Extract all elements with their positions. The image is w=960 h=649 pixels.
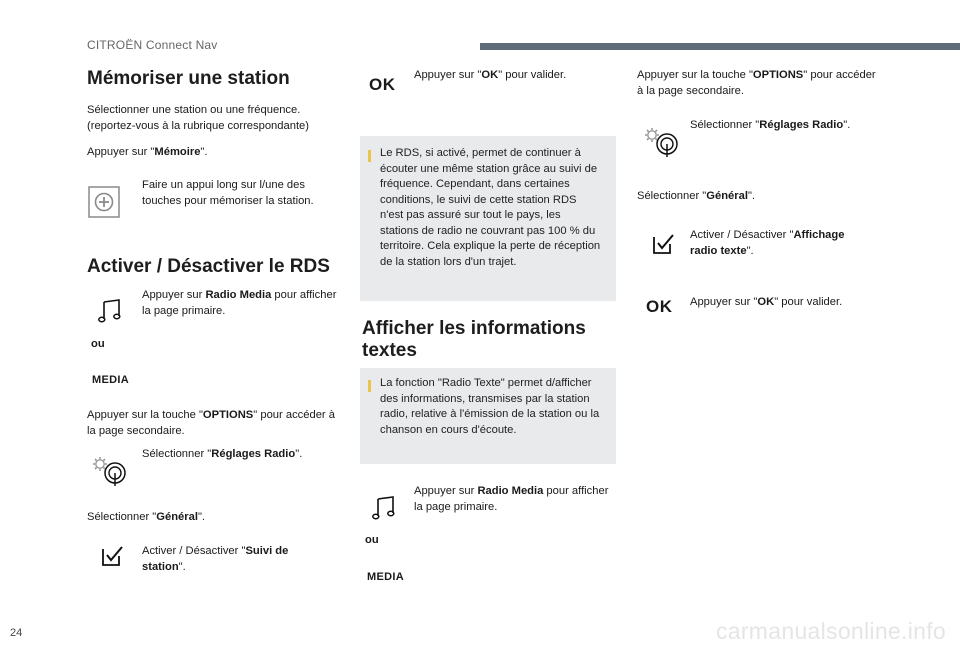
radio-media-text: Appuyer sur Radio Media pour afficher la page primaire. [414,485,609,513]
radio-settings-icon [644,126,678,158]
select-radio-settings-text: Sélectionner "Réglages Radio". [690,119,851,131]
checkbox-icon [651,233,675,255]
add-preset-icon [88,186,120,218]
info-box-rds [360,136,616,301]
press-memoire-text: Appuyer sur "Mémoire". [87,146,208,158]
music-note-icon [372,496,398,520]
music-note-icon [98,299,124,323]
toggle-follow-station-text: Activer / Désactiver "Suivi de station". [142,545,289,573]
press-ok-text: Appuyer sur "OK" pour valider. [414,69,567,81]
ok-button-label: OK [646,297,673,316]
select-general-text: Sélectionner "Général". [87,511,206,523]
info-box-radiotext [360,368,616,464]
options-text: Appuyer sur la touche "OPTIONS" pour accéder à la page secondaire. [637,69,876,97]
press-ok-text: Appuyer sur "OK" pour valider. [690,296,843,308]
header-brand: CITROËN Connect Nav [87,38,218,52]
checkbox-icon [100,545,124,567]
info-marker [368,150,371,162]
intro-text: Sélectionner une station ou une fréquence. (reportez-vous à la rubrique correspondante) [87,104,310,132]
section-title-memoriser: Mémoriser une station [87,68,290,89]
watermark: carmanualsonline.info [715,618,946,644]
info-marker [368,380,371,392]
info-rds-text: Le RDS, si activé, permet de continuer à écouter une même station grâce au suivi de fréquence. Cependant, dans certaines conditions, le suivi de cette station RDS n'est pas assuré sur tout le pays, les stations de radio ne couvrant pas 100 % du territoire. Cela explique la perte de réception de la station lors d'un trajet. [380,147,601,268]
select-radio-settings-text: Sélectionner "Réglages Radio". [142,448,303,460]
or-text: ou [365,534,379,546]
page-number: 24 [10,627,23,639]
section-title-rds: Activer / Désactiver le RDS [87,256,330,277]
ok-button-label: OK [369,75,396,94]
toggle-radio-text-text: Activer / Désactiver "Affichage radio texte". [690,229,845,257]
radio-settings-icon [92,455,126,487]
section-title-textes: Afficher les informations textes [362,318,586,361]
info-radiotext-text: La fonction "Radio Texte" permet d/afficher des informations, transmises par la station radio, relative à l'émission de la station ou la chanson en cours d'écoute. [380,377,600,436]
header-bar [480,43,960,50]
radio-media-text: Appuyer sur Radio Media pour afficher la page primaire. [142,289,337,317]
media-button-label: MEDIA [92,374,129,386]
longpress-text: Faire un appui long sur l/une des touches pour mémoriser la station. [142,179,314,207]
media-button-label: MEDIA [367,571,404,583]
or-text: ou [91,338,105,350]
select-general-text: Sélectionner "Général". [637,190,756,202]
options-text: Appuyer sur la touche "OPTIONS" pour accéder à la page secondaire. [87,409,335,437]
